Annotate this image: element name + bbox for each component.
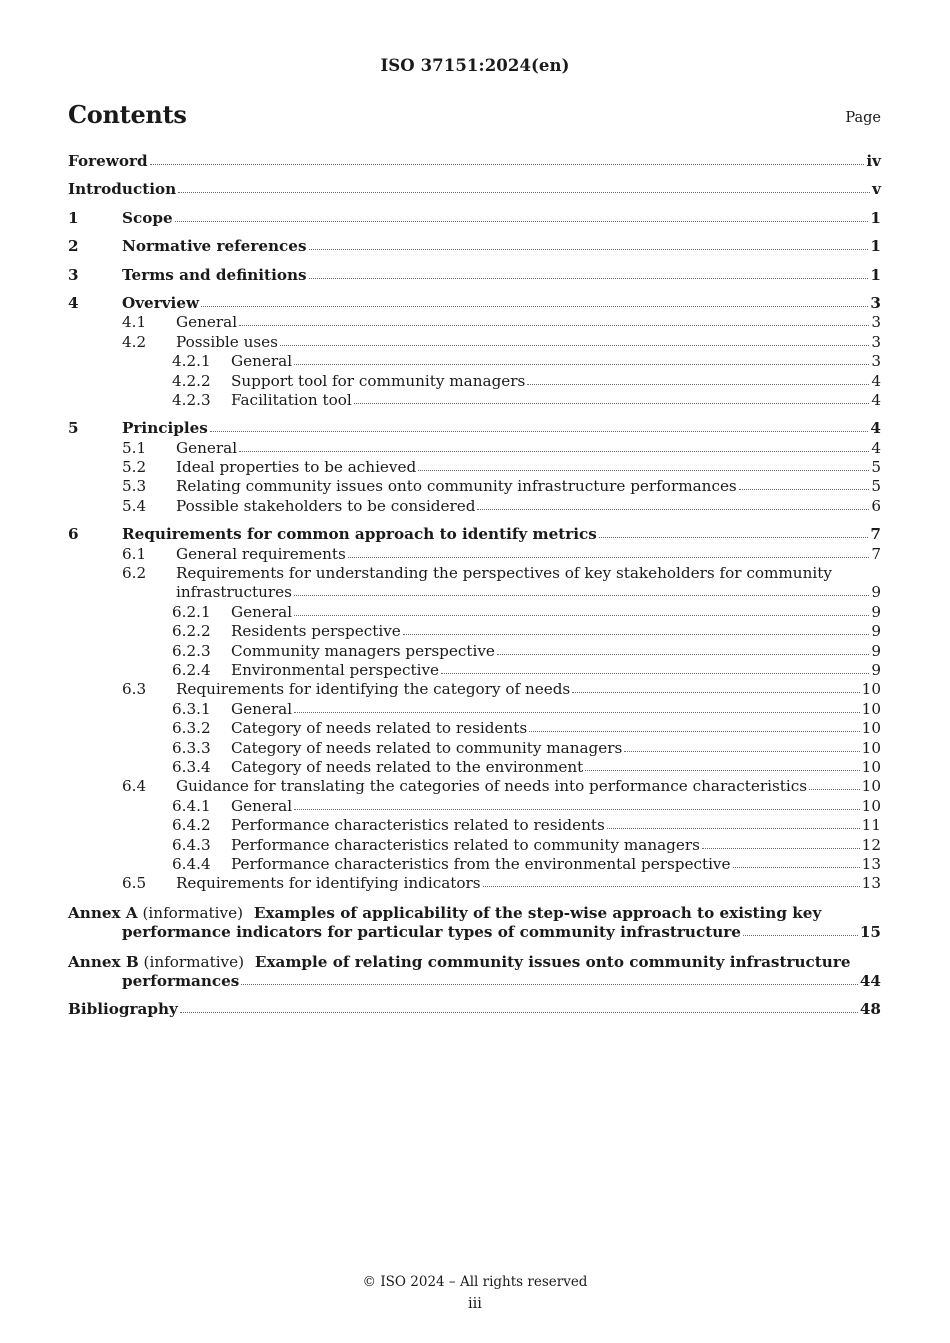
toc-entry-4[interactable]: [68, 294, 881, 313]
toc-entry-number: 4: [68, 293, 79, 312]
annex-type: (informative): [143, 952, 245, 971]
toc-entry-6-3-1[interactable]: [68, 700, 881, 719]
leader-dots: [599, 533, 869, 538]
toc-entry-number: 6.3.2: [172, 719, 211, 738]
toc-entry-text: Introduction: [68, 180, 177, 199]
toc-entry-text: Community managers perspective: [231, 641, 495, 660]
toc-entry-text: Requirements for identifying indicators: [176, 874, 481, 893]
toc-entry-page: 9: [871, 622, 881, 641]
toc-entry-page: 3: [871, 313, 881, 332]
toc-entry-number: 6.4.2: [172, 816, 211, 835]
toc-entry-page: v: [872, 180, 881, 199]
toc-entry-page: 13: [861, 874, 881, 893]
annex-label: Annex A: [68, 903, 138, 922]
toc-entry-number: 6.3.1: [172, 699, 211, 718]
toc-entry-page: 7: [871, 544, 881, 563]
toc-entry-6-3-4[interactable]: [68, 758, 881, 777]
toc-entry-text: Performance characteristics from the environmental perspective: [231, 854, 731, 873]
toc-entry-bibliography[interactable]: [68, 1000, 881, 1019]
toc-entry-introduction[interactable]: [68, 180, 881, 199]
toc-entry-5[interactable]: [68, 419, 881, 438]
toc-entry-6-3-2[interactable]: [68, 719, 881, 738]
leader-dots: [294, 708, 860, 713]
toc-entry-annex-b[interactable]: [68, 953, 881, 992]
leader-dots: [180, 1008, 858, 1013]
toc-entry-text: Relating community issues onto community infrastructure performances: [176, 477, 737, 496]
toc-entry-text: General: [231, 699, 293, 718]
toc-entry-page: 1: [870, 208, 881, 227]
toc-entry-number: 4.2: [122, 332, 147, 351]
leader-dots: [210, 427, 869, 432]
toc-entry-number: 3: [68, 265, 79, 284]
leader-dots: [733, 863, 860, 868]
toc-entry-text: General: [176, 313, 238, 332]
toc-entry-2[interactable]: [68, 237, 881, 256]
page-column-label: Page: [845, 110, 881, 126]
toc-entry-4-2-2[interactable]: [68, 372, 881, 391]
toc-entry-number: 5.4: [122, 496, 147, 515]
toc-entry-page: 3: [871, 352, 881, 371]
toc-entry-6[interactable]: [68, 525, 881, 544]
annex-type: (informative): [142, 903, 243, 922]
toc-entry-text: Category of needs related to community managers: [231, 738, 623, 757]
toc-entry-number: 6: [68, 525, 79, 544]
toc-entry-text: General: [231, 602, 293, 621]
leader-dots: [280, 341, 869, 346]
leader-dots: [607, 824, 860, 829]
leader-dots: [702, 844, 860, 849]
toc-entry-4-1[interactable]: [68, 313, 881, 332]
toc-entry-number: 6.2: [122, 564, 147, 583]
toc-entry-number: 6.4: [122, 777, 147, 796]
leader-dots: [497, 650, 869, 655]
toc-entry-text: General requirements: [176, 544, 346, 563]
toc-entry-foreword[interactable]: [68, 152, 881, 171]
toc-entry-6-2-3[interactable]: [68, 642, 881, 661]
toc-entry-text: Facilitation tool: [231, 390, 352, 409]
toc-entry-number: 6.2.4: [172, 661, 211, 679]
toc-entry-number: 6.4.3: [172, 835, 211, 854]
toc-entry-3[interactable]: [68, 266, 881, 285]
toc-entry-6-4-3[interactable]: [68, 836, 881, 855]
toc-entry-6-2-4[interactable]: [68, 661, 881, 680]
toc-entry-page: 11: [861, 816, 881, 835]
toc-entry-text: Requirements for identifying the category of needs: [176, 680, 571, 699]
leader-dots: [309, 274, 869, 279]
copyright-footer: © ISO 2024 – All rights reserved: [362, 1274, 588, 1290]
toc-entry-number: 6.3: [122, 680, 147, 699]
toc-entry-text: Ideal properties to be achieved: [176, 458, 417, 477]
toc-entry-1[interactable]: [68, 209, 881, 228]
leader-dots: [294, 360, 869, 365]
toc-entry-page: 7: [870, 525, 881, 544]
toc-entry-number: 1: [68, 208, 79, 227]
annex-title-continued: performances: [122, 971, 240, 990]
toc-entry-6-2[interactable]: [68, 564, 881, 603]
toc-entry-number: 2: [68, 237, 79, 256]
toc-entry-page: 4: [871, 390, 881, 409]
leader-dots: [527, 380, 869, 385]
toc-entry-page: 1: [870, 237, 881, 256]
page-number: iii: [468, 1296, 482, 1312]
toc-entry-page: 3: [871, 332, 881, 351]
leader-dots: [743, 931, 858, 936]
toc-entry-text: Possible uses: [176, 332, 278, 351]
toc-entry-number: 4.2.3: [172, 390, 211, 409]
leader-dots: [309, 245, 869, 250]
toc-entry-page: 13: [861, 854, 881, 873]
leader-dots: [585, 766, 859, 771]
toc-entry-5-3[interactable]: [68, 477, 881, 496]
toc-entry-text: Requirements for understanding the perspectives of key stakeholders for community: [176, 564, 832, 583]
toc-entry-text: Support tool for community managers: [231, 371, 526, 390]
toc-entry-annex-a[interactable]: [68, 904, 881, 943]
toc-entry-text: General: [231, 352, 293, 371]
leader-dots: [477, 505, 869, 510]
leader-dots: [441, 669, 869, 674]
toc-entry-text: Category of needs related to the environment: [231, 757, 584, 776]
toc-entry-page: 44: [859, 971, 881, 990]
toc-entry-text: Environmental perspective: [231, 661, 440, 679]
leader-dots: [175, 217, 869, 222]
toc-entry-page: 4: [871, 371, 881, 390]
toc-entry-text: Residents perspective: [231, 622, 401, 641]
leader-dots: [809, 785, 860, 790]
toc-entry-page: 6: [871, 496, 881, 515]
leader-dots: [201, 302, 868, 307]
toc-entry-page: 10: [861, 777, 881, 796]
toc-entry-6-1[interactable]: [68, 545, 881, 564]
toc-entry-number: 5: [68, 419, 79, 438]
toc-entry-number: 6.2.2: [172, 622, 211, 641]
toc-entry-text: Performance characteristics related to residents: [231, 816, 605, 835]
toc-entry-6-4-4[interactable]: [68, 855, 881, 874]
leader-dots: [483, 882, 860, 887]
leader-dots: [294, 591, 869, 596]
toc-entry-page: 9: [871, 641, 881, 660]
leader-dots: [348, 553, 870, 558]
toc-entry-page: 5: [871, 458, 881, 477]
toc-entry-text: Performance characteristics related to community managers: [231, 835, 700, 854]
leader-dots: [529, 727, 860, 732]
leader-dots: [294, 805, 860, 810]
toc-entry-number: 6.2.3: [172, 641, 211, 660]
leader-dots: [403, 630, 870, 635]
toc-entry-page: 10: [861, 680, 881, 699]
toc-entry-page: 1: [870, 265, 881, 284]
toc-entry-page: 15: [859, 923, 881, 942]
toc-entry-text: General: [176, 438, 238, 457]
toc-entry-number: 6.4.1: [172, 796, 211, 815]
toc-entry-6-5[interactable]: [68, 874, 881, 893]
table-of-contents: [68, 152, 881, 1020]
toc-entry-number: 4.2.2: [172, 371, 211, 390]
toc-entry-6-2-2[interactable]: [68, 622, 881, 641]
toc-entry-4-2-1[interactable]: [68, 352, 881, 371]
toc-entry-5-2[interactable]: [68, 458, 881, 477]
toc-entry-text: Bibliography: [68, 1000, 178, 1019]
leader-dots: [239, 321, 869, 326]
annex-title: Examples of applicability of the step-wise approach to existing key: [253, 903, 822, 922]
toc-entry-number: 4.2.1: [172, 352, 211, 371]
toc-entry-page: 9: [871, 583, 881, 602]
toc-entry-number: 6.3.3: [172, 738, 211, 757]
toc-entry-6-2-1[interactable]: [68, 603, 881, 622]
toc-entry-text: General: [231, 796, 293, 815]
toc-entry-text: Guidance for translating the categories of needs into performance characteristics: [176, 777, 808, 796]
toc-entry-page: 10: [861, 719, 881, 738]
toc-entry-5-1[interactable]: [68, 439, 881, 458]
toc-entry-text: Foreword: [68, 152, 148, 170]
leader-dots: [150, 160, 865, 165]
leader-dots: [178, 188, 870, 193]
toc-entry-number: 6.4.4: [172, 854, 211, 873]
leader-dots: [572, 688, 859, 693]
annex-label: Annex B: [68, 952, 139, 971]
toc-entry-6-3-3[interactable]: [68, 739, 881, 758]
toc-entry-number: 4.1: [122, 313, 147, 332]
toc-entry-text: Possible stakeholders to be considered: [176, 496, 476, 515]
toc-entry-6-3[interactable]: [68, 680, 881, 699]
toc-entry-text-continued: infrastructures: [176, 583, 292, 602]
toc-entry-text: Principles: [122, 419, 208, 438]
contents-title: Contents: [68, 100, 187, 129]
toc-entry-text: Terms and definitions: [122, 265, 307, 284]
toc-entry-6-4-2[interactable]: [68, 816, 881, 835]
document-id-header: ISO 37151:2024(en): [380, 56, 570, 75]
leader-dots: [418, 466, 869, 471]
leader-dots: [241, 980, 857, 985]
toc-entry-number: 5.2: [122, 458, 147, 477]
toc-entry-page: 12: [861, 835, 881, 854]
toc-entry-number: 6.3.4: [172, 757, 211, 776]
leader-dots: [739, 485, 870, 490]
toc-entry-number: 6.5: [122, 874, 147, 893]
leader-dots: [624, 747, 859, 752]
toc-entry-4-2-3[interactable]: [68, 391, 881, 410]
toc-entry-page: 4: [871, 438, 881, 457]
toc-entry-page: 5: [871, 477, 881, 496]
toc-entry-page: 48: [859, 1000, 881, 1019]
toc-entry-text: Category of needs related to residents: [231, 719, 528, 738]
toc-entry-5-4[interactable]: [68, 497, 881, 516]
toc-entry-4-2[interactable]: [68, 333, 881, 352]
toc-entry-page: 10: [861, 738, 881, 757]
toc-entry-number: 5.1: [122, 438, 147, 457]
toc-entry-text: Scope: [122, 208, 173, 227]
toc-entry-text: Normative references: [122, 237, 307, 256]
toc-entry-page: 4: [870, 419, 881, 438]
toc-entry-text: Requirements for common approach to identify metrics: [122, 525, 597, 544]
leader-dots: [354, 399, 870, 404]
toc-entry-page: 3: [870, 293, 881, 312]
toc-entry-number: 6.2.1: [172, 602, 211, 621]
toc-entry-6-4-1[interactable]: [68, 797, 881, 816]
toc-entry-page: 9: [871, 602, 881, 621]
toc-entry-page: 10: [861, 699, 881, 718]
toc-entry-number: 5.3: [122, 477, 147, 496]
toc-entry-page: 10: [861, 757, 881, 776]
toc-entry-6-4[interactable]: [68, 777, 881, 796]
contents-title-row: [68, 100, 881, 132]
toc-entry-text: Overview: [122, 293, 200, 312]
toc-entry-page: 9: [871, 661, 881, 679]
toc-entry-page: iv: [866, 152, 881, 170]
annex-title-continued: performance indicators for particular types of community infrastructure: [122, 923, 741, 942]
annex-title: Example of relating community issues onto community infrastructure: [254, 952, 851, 971]
leader-dots: [294, 611, 869, 616]
leader-dots: [239, 447, 869, 452]
toc-entry-number: 6.1: [122, 544, 147, 563]
toc-entry-page: 10: [861, 796, 881, 815]
